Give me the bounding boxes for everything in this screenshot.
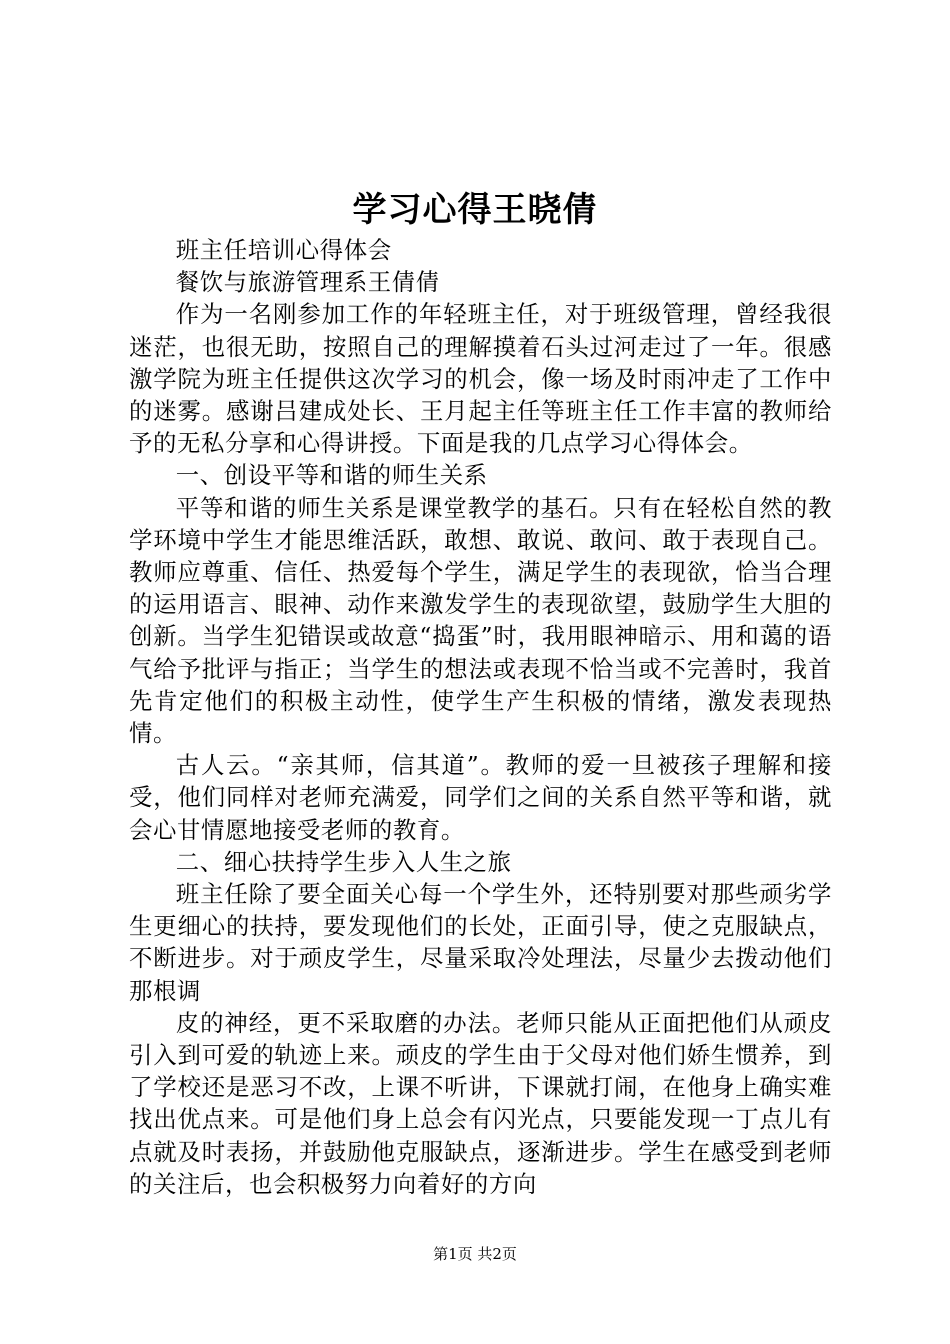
document-title: 学习心得王晓倩 [352,190,598,230]
paragraph-section-2: 班主任除了要全面关心每一个学生外，还特别要对那些顽劣学生更细心的扶持，要发现他们的长处，正面引导，使之克服缺点，不断进步。对于顽皮学生，尽量采取冷处理法，尽量少去拨动他们那根调 [129,880,832,1005]
paragraph-section-2-cont: 皮的神经，更不采取磨的办法。老师只能从正面把他们从顽皮引入到可爱的轨迹上来。顽皮的学生由于父母对他们娇生惯养，到了学校还是恶习不改，上课不听讲，下课就打闹，在他身上确实难找出优点来。可是他们身上总会有闪光点，只要能发现一丁点儿有点就及时表扬，并鼓励他克服缺点，逐渐进步。学生在感受到老师的关注后，也会积极努力向着好的方向 [129,1008,832,1198]
paragraph-subtitle: 班主任培训心得体会 [175,236,392,264]
paragraph-author: 餐饮与旅游管理系王倩倩 [175,268,440,297]
paragraph-section-1: 平等和谐的师生关系是课堂教学的基石。只有在轻松自然的教学环境中学生才能思维活跃，敢想、敢说、敢问、敢于表现自己。教师应尊重、信任、热爱每个学生，满足学生的表现欲，恰当合理的运用语言、眼神、动作来激发学生的表现欲望，鼓励学生大胆的创新。当学生犯错误或故意“捣蛋”时，我用眼神暗示、用和蔼的语气给予批评与指正；当学生的想法或表现不恰当或不完善时，我首先肯定他们的积极主动性，使学生产生积极的情绪，激发表现热情。 [129,493,832,748]
section-heading-1: 一、创设平等和谐的师生关系 [175,461,488,490]
section-heading-2: 二、细心扶持学生步入人生之旅 [175,847,512,876]
paragraph-quote: 古人云。“亲其师，信其道”。教师的爱一旦被孩子理解和接受，他们同样对老师充满爱，同学们之间的关系自然平等和谐，就会心甘情愿地接受老师的教育。 [129,751,832,844]
document-body [129,234,832,1200]
paragraph-intro: 作为一名刚参加工作的年轻班主任，对于班级管理，曾经我很迷茫，也很无助，按照自己的理解摸着石头过河走过了一年。很感激学院为班主任提供这次学习的机会，像一场及时雨冲走了工作中的迷雾。感谢吕建成处长、王月起主任等班主任工作丰富的教师给予的无私分享和心得讲授。下面是我的几点学习心得体会。 [129,300,832,458]
page-footer: 第1页 共2页 [433,1245,517,1263]
